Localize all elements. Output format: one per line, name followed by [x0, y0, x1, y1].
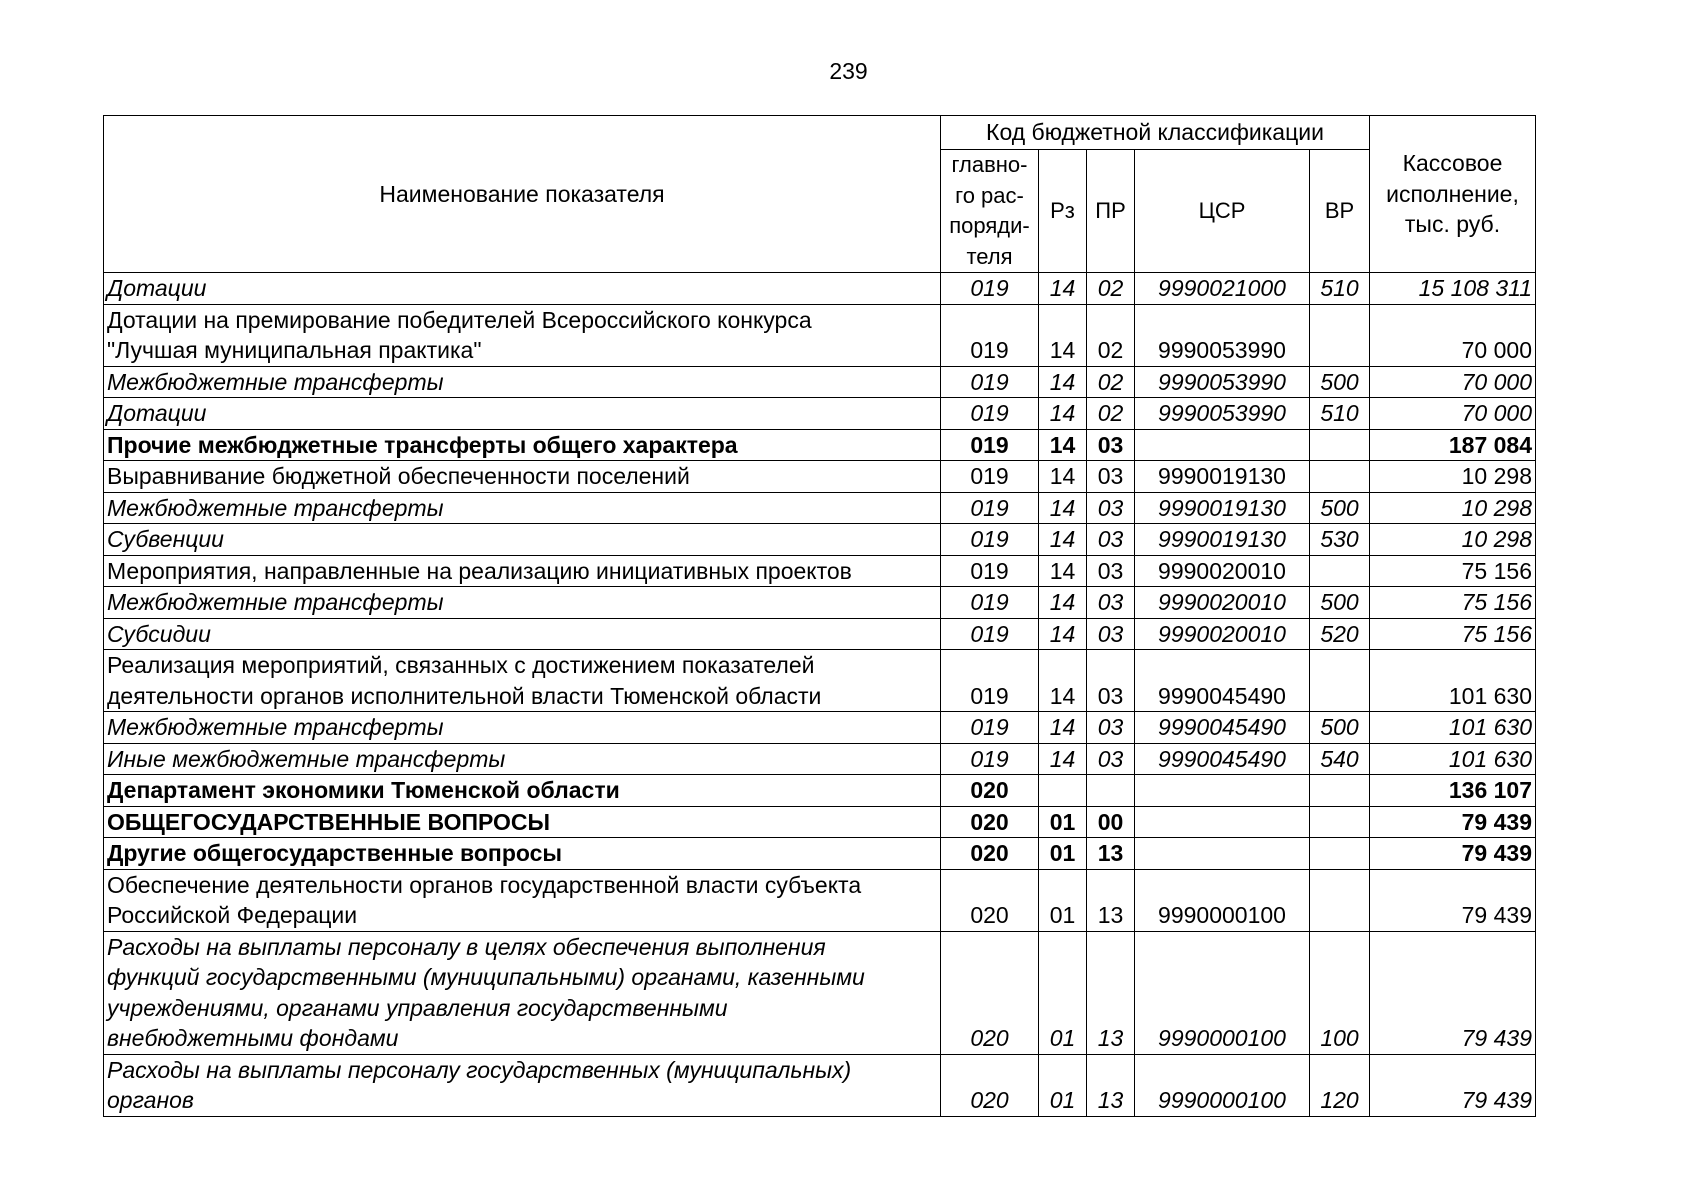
row-pr: 02 — [1087, 304, 1135, 366]
row-name-line: Расходы на выплаты персоналу государственных (муниципальных) — [107, 1056, 852, 1083]
header-csr: ЦСР — [1135, 150, 1310, 273]
row-pr: 13 — [1087, 838, 1135, 870]
row-csr: 9990053990 — [1135, 304, 1310, 366]
row-name — [104, 366, 941, 398]
page-number: 239 — [829, 58, 868, 84]
row-csr: 9990000100 — [1135, 931, 1310, 1054]
table-row — [104, 273, 1536, 305]
row-csr: 9990045490 — [1135, 743, 1310, 775]
row-rz: 14 — [1039, 461, 1087, 493]
row-csr — [1135, 838, 1310, 870]
row-name-line: органов — [107, 1087, 194, 1113]
row-pr: 03 — [1087, 650, 1135, 712]
row-rz: 14 — [1039, 304, 1087, 366]
row-csr: 9990000100 — [1135, 869, 1310, 931]
header-amount-line: тыс. руб. — [1404, 211, 1501, 238]
row-name — [104, 869, 941, 931]
row-pr: 13 — [1087, 869, 1135, 931]
row-rz: 14 — [1039, 366, 1087, 398]
row-vr: 500 — [1310, 587, 1370, 619]
row-csr: 9990053990 — [1135, 366, 1310, 398]
header-name: Наименование показателя — [104, 116, 941, 273]
table-row — [104, 931, 1536, 1054]
row-glavn: 019 — [941, 587, 1039, 619]
row-rz: 14 — [1039, 555, 1087, 587]
row-amount: 79 439 — [1370, 1054, 1536, 1116]
row-csr: 9990020010 — [1135, 587, 1310, 619]
row-csr — [1135, 429, 1310, 461]
row-glavn: 020 — [941, 869, 1039, 931]
row-name-line: Межбюджетные трансферты — [107, 589, 444, 615]
header-vr: ВР — [1310, 150, 1370, 273]
row-name-line: ОБЩЕГОСУДАРСТВЕННЫЕ ВОПРОСЫ — [107, 808, 551, 835]
row-csr: 9990019130 — [1135, 492, 1310, 524]
row-pr: 02 — [1087, 273, 1135, 305]
row-glavn: 019 — [941, 524, 1039, 556]
row-name-line: функций государственными (муниципальными) органами, казенными — [107, 964, 865, 990]
row-name-line: Межбюджетные трансферты — [107, 714, 444, 740]
row-name — [104, 304, 941, 366]
table-header — [104, 116, 1536, 273]
row-vr — [1310, 304, 1370, 366]
row-glavn: 020 — [941, 1054, 1039, 1116]
row-amount: 79 439 — [1370, 869, 1536, 931]
row-csr: 9990021000 — [1135, 273, 1310, 305]
row-name — [104, 273, 941, 305]
row-rz: 01 — [1039, 931, 1087, 1054]
row-rz: 01 — [1039, 869, 1087, 931]
row-vr: 540 — [1310, 743, 1370, 775]
row-amount: 101 630 — [1370, 743, 1536, 775]
row-rz: 01 — [1039, 838, 1087, 870]
row-name — [104, 712, 941, 744]
row-name — [104, 650, 941, 712]
table-body — [104, 273, 1536, 1117]
table-row — [104, 492, 1536, 524]
table-row — [104, 524, 1536, 556]
row-name — [104, 461, 941, 493]
row-name — [104, 555, 941, 587]
header-glavn-line: го рас- — [955, 182, 1024, 208]
table-row — [104, 712, 1536, 744]
row-csr: 9990019130 — [1135, 461, 1310, 493]
header-amount — [1370, 116, 1536, 273]
row-pr: 13 — [1087, 931, 1135, 1054]
table-row — [104, 304, 1536, 366]
row-amount: 187 084 — [1370, 429, 1536, 461]
row-rz: 14 — [1039, 618, 1087, 650]
row-name-line: Другие общегосударственные вопросы — [107, 840, 563, 866]
row-name — [104, 398, 941, 430]
row-amount: 75 156 — [1370, 555, 1536, 587]
row-pr: 03 — [1087, 618, 1135, 650]
row-name-line: Дотации — [107, 275, 207, 301]
row-name-line: учреждениями, органами управления государственными — [107, 994, 728, 1021]
row-vr: 500 — [1310, 492, 1370, 524]
row-name-line: Обеспечение деятельности органов государственной власти субъекта — [107, 871, 862, 898]
row-vr: 510 — [1310, 273, 1370, 305]
row-vr — [1310, 555, 1370, 587]
row-amount: 75 156 — [1370, 618, 1536, 650]
row-glavn: 019 — [941, 650, 1039, 712]
row-pr: 02 — [1087, 398, 1135, 430]
row-pr: 13 — [1087, 1054, 1135, 1116]
row-pr: 03 — [1087, 555, 1135, 587]
header-glavn — [941, 150, 1039, 273]
table-row — [104, 650, 1536, 712]
row-pr: 03 — [1087, 712, 1135, 744]
row-csr: 9990019130 — [1135, 524, 1310, 556]
row-glavn: 019 — [941, 743, 1039, 775]
table-row — [104, 618, 1536, 650]
row-name-line: Межбюджетные трансферты — [107, 494, 444, 521]
header-glavn-line: теля — [966, 243, 1013, 269]
row-csr: 9990000100 — [1135, 1054, 1310, 1116]
row-amount: 70 000 — [1370, 366, 1536, 398]
row-amount: 79 439 — [1370, 931, 1536, 1054]
row-csr — [1135, 775, 1310, 807]
row-csr — [1135, 806, 1310, 838]
row-glavn: 020 — [941, 806, 1039, 838]
row-rz: 14 — [1039, 492, 1087, 524]
row-rz: 01 — [1039, 806, 1087, 838]
table-row — [104, 555, 1536, 587]
row-vr — [1310, 806, 1370, 838]
row-vr — [1310, 775, 1370, 807]
row-name — [104, 775, 941, 807]
table-row — [104, 587, 1536, 619]
table-row — [104, 461, 1536, 493]
row-name-line: Субвенции — [107, 526, 224, 552]
row-glavn: 019 — [941, 712, 1039, 744]
table-row — [104, 838, 1536, 870]
row-amount: 79 439 — [1370, 806, 1536, 838]
table-row — [104, 869, 1536, 931]
row-amount: 75 156 — [1370, 587, 1536, 619]
row-vr: 510 — [1310, 398, 1370, 430]
header-glavn-line: поряди- — [949, 213, 1030, 238]
row-pr: 03 — [1087, 492, 1135, 524]
row-name-line: Прочие межбюджетные трансферты общего характера — [107, 431, 738, 458]
row-rz: 14 — [1039, 524, 1087, 556]
row-csr: 9990020010 — [1135, 555, 1310, 587]
row-glavn: 019 — [941, 618, 1039, 650]
header-code-group: Код бюджетной классификации — [941, 116, 1370, 150]
header-pr: ПР — [1087, 150, 1135, 273]
table-row — [104, 806, 1536, 838]
row-glavn: 019 — [941, 555, 1039, 587]
row-amount: 70 000 — [1370, 304, 1536, 366]
row-vr: 520 — [1310, 618, 1370, 650]
row-name — [104, 1054, 941, 1116]
header-amount-line: Кассовое — [1402, 150, 1503, 177]
row-vr: 100 — [1310, 931, 1370, 1054]
row-amount: 10 298 — [1370, 492, 1536, 524]
row-amount: 101 630 — [1370, 712, 1536, 744]
table-row — [104, 366, 1536, 398]
row-vr: 500 — [1310, 712, 1370, 744]
row-name-line: Департамент экономики Тюменской области — [107, 777, 620, 803]
row-amount: 10 298 — [1370, 524, 1536, 556]
row-csr: 9990020010 — [1135, 618, 1310, 650]
row-glavn: 019 — [941, 461, 1039, 493]
row-name-line: Расходы на выплаты персоналу в целях обеспечения выполнения — [107, 933, 826, 960]
row-vr: 120 — [1310, 1054, 1370, 1116]
row-name — [104, 838, 941, 870]
row-vr: 500 — [1310, 366, 1370, 398]
header-amount-line: исполнение, — [1386, 180, 1519, 207]
row-pr: 02 — [1087, 366, 1135, 398]
row-pr: 00 — [1087, 806, 1135, 838]
row-amount: 70 000 — [1370, 398, 1536, 430]
header-glavn-line: главно- — [951, 152, 1028, 177]
row-vr — [1310, 650, 1370, 712]
row-glavn: 019 — [941, 429, 1039, 461]
row-pr: 03 — [1087, 461, 1135, 493]
row-csr: 9990053990 — [1135, 398, 1310, 430]
row-name-line: Мероприятия, направленные на реализацию инициативных проектов — [107, 557, 852, 584]
row-pr — [1087, 775, 1135, 807]
row-name-line: Межбюджетные трансферты — [107, 368, 444, 395]
row-name — [104, 524, 941, 556]
row-rz: 14 — [1039, 429, 1087, 461]
row-glavn: 020 — [941, 775, 1039, 807]
row-rz: 14 — [1039, 650, 1087, 712]
table-row — [104, 743, 1536, 775]
row-amount: 79 439 — [1370, 838, 1536, 870]
row-csr: 9990045490 — [1135, 650, 1310, 712]
row-glavn: 020 — [941, 838, 1039, 870]
table-row — [104, 398, 1536, 430]
row-pr: 03 — [1087, 587, 1135, 619]
row-glavn: 019 — [941, 492, 1039, 524]
row-pr: 03 — [1087, 524, 1135, 556]
row-name-line: Дотации — [107, 400, 207, 426]
row-name — [104, 806, 941, 838]
row-csr: 9990045490 — [1135, 712, 1310, 744]
row-pr: 03 — [1087, 743, 1135, 775]
row-pr: 03 — [1087, 429, 1135, 461]
row-glavn: 019 — [941, 366, 1039, 398]
row-rz: 14 — [1039, 273, 1087, 305]
row-name-line: деятельности органов исполнительной власти Тюменской области — [107, 682, 822, 709]
row-name-line: Дотации на премирование победителей Всероссийского конкурса — [107, 306, 812, 333]
row-name-line: внебюджетными фондами — [107, 1025, 399, 1051]
table-row — [104, 429, 1536, 461]
table-row — [104, 1054, 1536, 1116]
row-vr: 530 — [1310, 524, 1370, 556]
row-rz: 14 — [1039, 587, 1087, 619]
row-rz: 14 — [1039, 712, 1087, 744]
row-name — [104, 429, 941, 461]
row-name — [104, 618, 941, 650]
row-vr — [1310, 869, 1370, 931]
row-name — [104, 931, 941, 1054]
row-name-line: Российской Федерации — [107, 902, 358, 928]
row-rz: 01 — [1039, 1054, 1087, 1116]
row-name-line: Реализация мероприятий, связанных с достижением показателей — [107, 652, 815, 678]
row-amount: 15 108 311 — [1370, 273, 1536, 305]
row-glavn: 019 — [941, 273, 1039, 305]
row-rz — [1039, 775, 1087, 807]
row-name-line: Выравнивание бюджетной обеспеченности поселений — [107, 463, 690, 489]
row-name-line: "Лучшая муниципальная практика" — [107, 337, 482, 363]
row-vr — [1310, 461, 1370, 493]
row-glavn: 020 — [941, 931, 1039, 1054]
row-name — [104, 743, 941, 775]
row-amount: 10 298 — [1370, 461, 1536, 493]
row-name-line: Субсидии — [107, 620, 211, 647]
header-rz: Рз — [1039, 150, 1087, 273]
row-amount: 136 107 — [1370, 775, 1536, 807]
budget-table — [103, 115, 1536, 1117]
row-rz: 14 — [1039, 398, 1087, 430]
row-name — [104, 587, 941, 619]
row-vr — [1310, 838, 1370, 870]
row-rz: 14 — [1039, 743, 1087, 775]
row-name-line: Иные межбюджетные трансферты — [107, 745, 506, 772]
table-row — [104, 775, 1536, 807]
row-glavn: 019 — [941, 398, 1039, 430]
row-vr — [1310, 429, 1370, 461]
row-amount: 101 630 — [1370, 650, 1536, 712]
row-glavn: 019 — [941, 304, 1039, 366]
row-name — [104, 492, 941, 524]
